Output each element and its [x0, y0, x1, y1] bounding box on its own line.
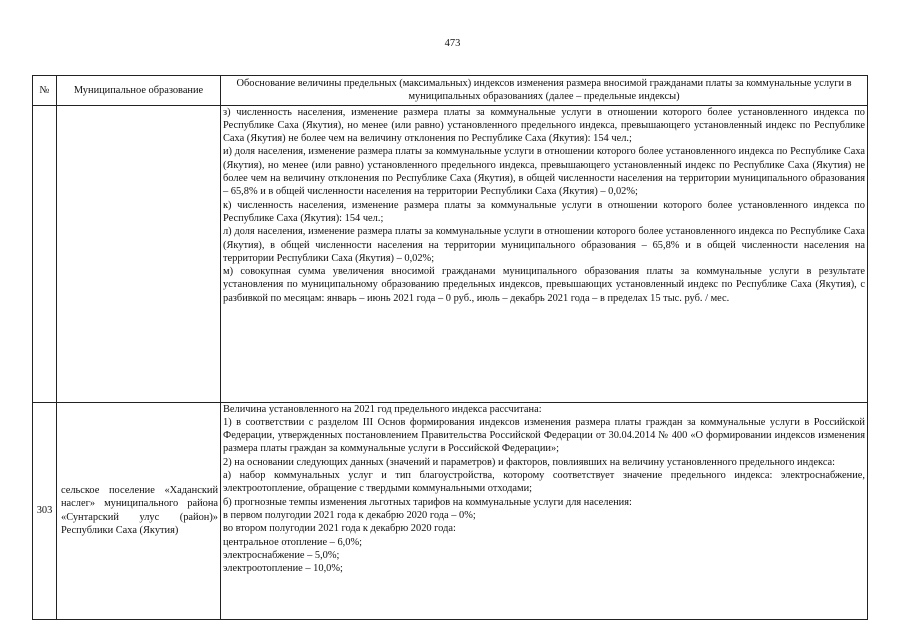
paragraph-a: а) набор коммунальных услуг и тип благоустройства, которому соответствует значение предельного индекса: электроснабжение, электроотопление, обращение с твердыми коммунальными отходами;	[223, 470, 865, 495]
paragraph-first-half: в первом полугодии 2021 года к декабрю 2020 года – 0%;	[223, 509, 476, 521]
paragraph-i: и) доля населения, изменение размера платы за коммунальные услуги в отношении которого более установленного индекса по Республике Саха (Якутия), но менее (или равно) установленного предельного индекса, превышающего установленный индекс по Республике Саха (Якутия) не более чем на величину отклонения по Республике Саха (Якутия), в общей численности населения на территории муниципального образования – 65,8% и в общей численности населения на территории Республики Саха (Якутия) – 0,02%;	[223, 146, 865, 198]
municipality-name: сельское поселение «Хаданский наслег» муниципального района «Сунтарский улус (район)» Республики Саха (Якутия)	[61, 485, 218, 536]
indices-table	[32, 75, 868, 620]
paragraph-heating: центральное отопление – 6,0%;	[223, 536, 362, 548]
paragraph-z: з) численность населения, изменение размера платы за коммунальные услуги в отношении которого более установленного индекса по Республике Саха (Якутия), но менее (или равно) установленного предельного индекса, превышающего установленный индекс по Республике Саха (Якутия) не более чем на величину отклонения по Республике Саха (Якутия): 154 чел.;	[223, 106, 865, 145]
paragraph-2: 2) на основании следующих данных (значений и параметров) и факторов, повлиявших на величину установленного предельного индекса:	[223, 456, 836, 468]
table-row	[33, 402, 868, 619]
paragraph-l: л) доля населения, изменение размера платы за коммунальные услуги в отношении которого более установленного индекса по Республике Саха (Якутия), в общей численности населения на территории муниципального образования – 65,8% и в общей численности населения на территории Республики Саха (Якутия) – 0,02%;	[223, 226, 865, 264]
row-justification	[221, 402, 868, 619]
paragraph-electricity: электроснабжение – 5,0%;	[223, 549, 340, 561]
paragraph-second-half: во втором полугодии 2021 года к декабрю 2020 года:	[223, 523, 456, 535]
row-number	[33, 105, 57, 402]
row-justification	[221, 105, 868, 402]
paragraph-b: б) прогнозные темпы изменения льготных тарифов на коммунальные услуги для населения:	[223, 496, 632, 508]
header-municipality: Муниципальное образование	[57, 76, 221, 106]
table-header-row	[33, 76, 868, 106]
paragraph-intro: Величина установленного на 2021 год предельного индекса рассчитана:	[223, 403, 542, 415]
justification-content	[223, 403, 865, 619]
table-row	[33, 105, 868, 402]
paragraph-m: м) совокупная сумма увеличения вносимой гражданами муниципального образования платы за коммунальные услуги в результате установления по муниципальному образованию предельных индексов, превышающих установленный индекс по Республике Саха (Якутия), с разбивкой по месяцам: январь – июнь 2021 года – 0 руб., июль – декабрь 2021 года – в пределах 15 тыс. руб. / мес.	[223, 266, 865, 304]
row-number: 303	[33, 402, 57, 619]
header-justification: Обоснование величины предельных (максимальных) индексов изменения размера вносимой гражданами платы за коммунальные услуги в муниципальных образованиях (далее – предельные индексы)	[221, 76, 868, 106]
page-number: 473	[444, 38, 461, 49]
header-number: №	[33, 76, 57, 106]
paragraph-k: к) численность населения, изменение размера платы за коммунальные услуги в отношении которого более установленного индекса по Республике Саха (Якутия): 154 чел.;	[223, 199, 865, 224]
paragraph-1: 1) в соответствии с разделом III Основ формирования индексов изменения размера платы граждан за коммунальные услуги в Российской Федерации, утвержденных постановлением Правительства Российской Федерации от 30.04.2014 № 400 «О формировании индексов изменения размера платы граждан за коммунальные услуги в Российской Федерации»;	[223, 416, 865, 455]
row-municipality	[57, 105, 221, 402]
paragraph-electric-heating: электроотопление – 10,0%;	[223, 563, 343, 575]
row-municipality	[57, 402, 221, 619]
